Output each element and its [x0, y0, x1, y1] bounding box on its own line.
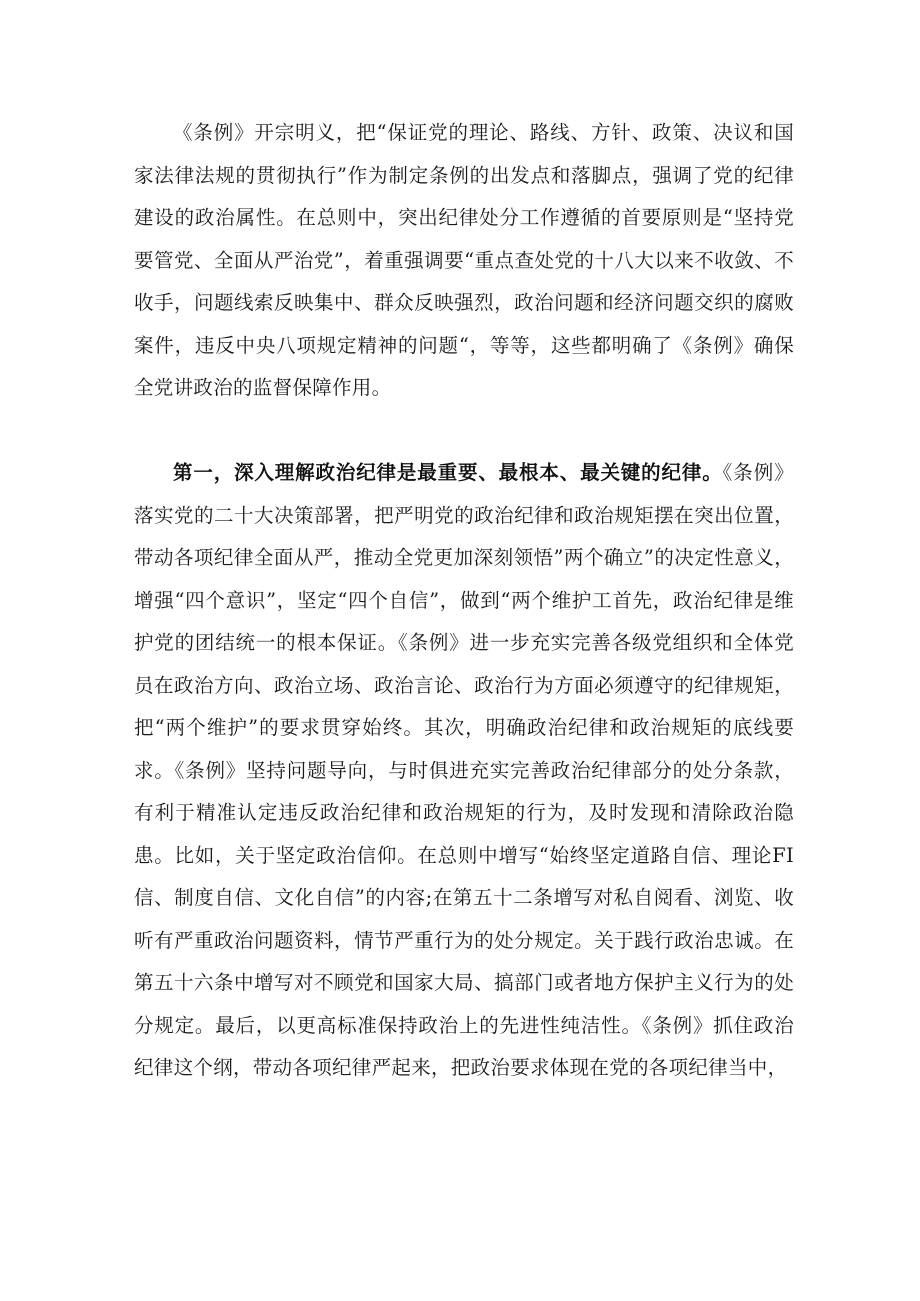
paragraph-2-bold-lead: 第一，深入理解政治纪律是最重要、最根本、最关键的纪律。	[173, 461, 723, 484]
paragraph-2-body	[134, 452, 794, 1090]
paragraph-1-text: 《条例》开宗明义，把“保证党的理论、路线、方针、政策、决议和国家法律法规的贯彻执行”作为制定条例的出发点和落脚点，强调了党的纪律建设的政治属性。在总则中，突出纪律处分工作遵循的首要原则是“坚持党要管党、全面从严治党”，着重强调要“重点查处党的十八大以来不收敛、不收手，问题线索反映集中、群众反映强烈，政治问题和经济问题交织的腐败案件，违反中央八项规定精神的问题“，等等，这些都明确了《条例》确保全党讲政治的监督保障作用。	[134, 121, 794, 399]
paragraph-2	[134, 452, 794, 1090]
paragraph-2-text: 《条例》落实党的二十大决策部署，把严明党的政治纪律和政治规矩摆在突出位置，带动各项纪律全面从严，推动全党更加深刻领悟”两个确立”的决定性意义，增强“四个意识”，坚定“四个自信”，做到“两个维护工首先，政治纪律是维护党的团结统一的根本保证。《条例》进一步充实完善各级党组织和全体党员在政治方向、政治立场、政治言论、政治行为方面必须遵守的纪律规矩，把“两个维护”的要求贯穿始终。其次，明确政治纪律和政治规矩的底线要求。《条例》坚持问题导向，与时俱进充实完善政治纪律部分的处分条款，有利于精准认定违反政治纪律和政治规矩的行为，及时发现和清除政治隐患。比如，关于坚定政治信仰。在总则中增写“始终坚定道路自信、理论FI信、制度自信、文化自信”的内容;在第五十二条增写对私自阅看、浏览、收听有严重政治问题资料，情节严重行为的处分规定。关于践行政治忠诚。在第五十六条中增写对不顾党和国家大局、搞部门或者地方保护主义行为的处分规定。最后，以更高标准保持政治上的先进性纯洁性。《条例》抓住政治纪律这个纲，带动各项纪律严起来，把政治要求体现在党的各项纪律当中，	[134, 461, 794, 1079]
paragraph-1	[134, 112, 794, 410]
